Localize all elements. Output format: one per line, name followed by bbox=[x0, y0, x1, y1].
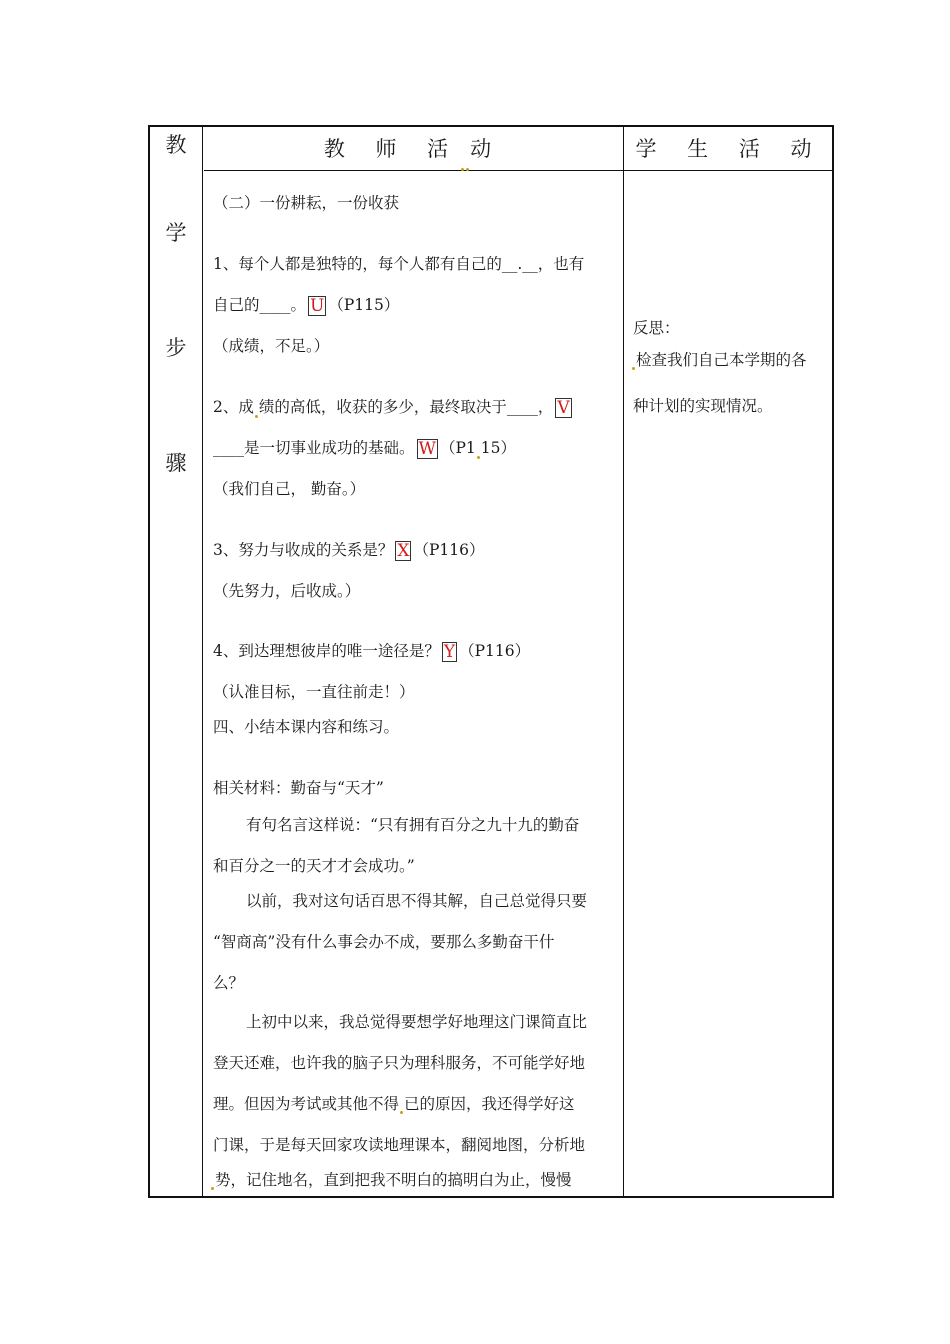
red-mark-y: Y bbox=[443, 642, 456, 662]
paragraph-line: 和百分之一的天才才会成功。” bbox=[213, 857, 415, 875]
mark-dot bbox=[211, 1187, 214, 1190]
paragraph-line: 势，记住地名，直到把我不明白的搞明白为止，慢慢 bbox=[210, 1170, 572, 1190]
mark-dot bbox=[466, 168, 469, 171]
material-title: 相关材料：勤奋与“天才” bbox=[213, 779, 384, 797]
answer-line: （成绩，不足。） bbox=[213, 337, 330, 355]
side-label-char: 学 bbox=[165, 221, 187, 245]
mark-dot bbox=[632, 367, 635, 370]
question-line: 4、到达理想彼岸的唯一途径是？ Y （P116） bbox=[213, 642, 531, 662]
column-divider-right bbox=[623, 127, 624, 1196]
red-mark-v: V bbox=[557, 398, 570, 418]
paragraph-line: 门课，于是每天回家攻读地理课本，翻阅地图，分析地 bbox=[213, 1136, 586, 1154]
red-mark-u: U bbox=[310, 296, 325, 316]
mark-dot bbox=[255, 415, 258, 418]
paragraph-line: 以前，我对这句话百思不得其解，自己总觉得只要 bbox=[246, 892, 588, 910]
red-mark-x: X bbox=[397, 541, 410, 561]
paragraph-line: 上初中以来，我总觉得要想学好地理这门课简直比 bbox=[246, 1013, 588, 1031]
mark-dot bbox=[400, 1111, 403, 1114]
side-label-char: 步 bbox=[165, 336, 187, 360]
reflection-line: 种计划的实现情况。 bbox=[633, 397, 773, 415]
answer-line: （先努力，后收成。） bbox=[213, 582, 361, 600]
side-label-char: 骤 bbox=[165, 451, 187, 475]
answer-line: （认准目标，一直往前走！） bbox=[213, 683, 415, 701]
teacher-activity-header: 教 师 活 动 bbox=[204, 127, 623, 171]
student-activity-header: 学 生 活 动 bbox=[635, 137, 824, 161]
side-label-char: 教 bbox=[165, 133, 187, 157]
paragraph-line: 有句名言这样说：“只有拥有百分之九十九的勤奋 bbox=[246, 816, 580, 834]
paragraph-line: 理。但因为考试或其他不得 已的原因，我还得学好这 bbox=[213, 1095, 575, 1113]
reflection-line: 检查我们自己本学期的各 bbox=[631, 350, 807, 370]
question-line: 2、成 绩的高低，收获的多少，最终取决于____， V bbox=[213, 398, 570, 418]
paragraph-line: 登天还难，也许我的脑子只为理科服务，不可能学好地 bbox=[213, 1054, 586, 1072]
reflection-title: 反思： bbox=[633, 319, 680, 337]
question-line: 1、每个人都是独特的，每个人都有自己的__.__，也有 bbox=[213, 255, 585, 273]
section-heading: （二）一份耕耘，一份收获 bbox=[213, 194, 400, 212]
paragraph-line: “智商高”没有什么事会办不成，要那么多勤奋干什 bbox=[213, 933, 555, 951]
question-line: 自己的____。 U （P115） bbox=[213, 296, 400, 316]
column-divider-left bbox=[202, 127, 203, 1196]
summary-line: 四、小结本课内容和练习。 bbox=[213, 718, 400, 736]
question-line: 3、努力与收成的关系是？ X （P116） bbox=[213, 541, 485, 561]
answer-line: （我们自己， 勤奋。） bbox=[213, 480, 366, 498]
question-line: ____是一切事业成功的基础。 W （P1 15） bbox=[213, 439, 517, 459]
red-mark-w: W bbox=[418, 439, 436, 459]
paragraph-line: 么？ bbox=[213, 974, 245, 992]
mark-dot bbox=[461, 168, 464, 171]
mark-dot bbox=[477, 456, 480, 459]
